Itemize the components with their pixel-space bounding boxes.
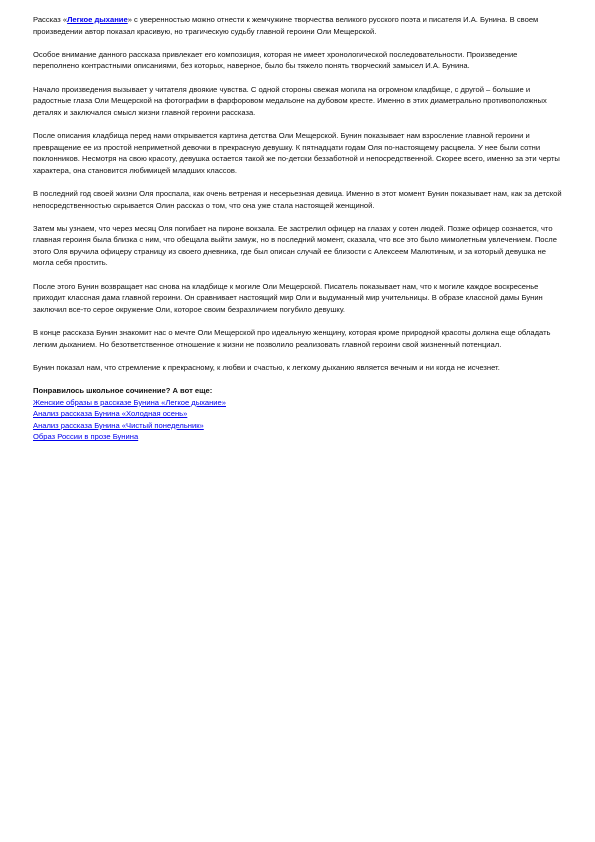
- paragraph-conclusion: Бунин показал нам, что стремление к прекрасному, к любви и счастью, к легкому дыханию является вечным и ни когда не исчезнет.: [33, 362, 500, 372]
- list-item: [33, 408, 565, 420]
- more-essays-section: [33, 385, 565, 443]
- intro-text-before: Рассказ «: [33, 15, 68, 24]
- list-item: [33, 431, 565, 443]
- paragraph-cemetery: После этого Бунин возвращает нас снова на кладбище к могиле Оли Мещерской. Писатель показывает нам, что к могиле каждое воскресенье приходит классная дама главной героини. Он сравнивает настоящий мир Оли и выдуманный мир учительницы. В образе классной дамы Бунин заключил все-то серое окружение Оли, которое своим безразличием погубило девушку.: [33, 281, 543, 314]
- legkoe-dykhanie-link[interactable]: Легкое дыхание: [67, 15, 128, 24]
- intro-text-after: » с уверенностью можно отнести к жемчужине творчества великого русского поэта и писателя И.А. Бунина. В своем произведении автор показал красивую, но трагическую судьбу главной героини Оли Мещерской.: [33, 15, 539, 36]
- essay-link-clean-monday[interactable]: Анализ рассказа Бунина «Чистый понедельник»: [33, 420, 204, 430]
- list-item: [33, 397, 565, 409]
- more-essays-list: [33, 397, 565, 443]
- document-page: [33, 14, 565, 443]
- paragraph-composition: Особое внимание данного рассказа привлекает его композиция, которая не имеет хронологической последовательности. Произведение переполнено контрастными описаниями, без которых, наверное, было бы тяжело понять творческий замысел И.А. Бунина.: [33, 49, 518, 71]
- essay-link-female-images[interactable]: Женские образы в рассказе Бунина «Легкое дыхание»: [33, 397, 226, 407]
- intro-paragraph: [33, 14, 565, 37]
- paragraph-death: Затем мы узнаем, что через месяц Оля погибает на пироне вокзала. Ее застрелил офицер на глазах у сотен людей. Позже офицер сознается, что главная героиня была близка с ним, что обещала выйти замуж, но в последний момент, сказала, что все это было мимолетным увлечением. После этого Оля вручила офицеру страницу из своего дневника, где был описан случай ее близости с Алексеем Малютиным, и за который девушка не могла себя простить.: [33, 223, 557, 268]
- essay-link-russia-image[interactable]: Образ России в прозе Бунина: [33, 432, 139, 442]
- paragraph-childhood: После описания кладбища перед нами открывается картина детства Оли Мещерской. Бунин показывает нам взросление главной героини и превращение ее из простой неприметной девочки в прекрасную девушку. К пятнадцати годам Оля по-настоящему расцвела. У нее были сотни поклонников. Несмотря на свою красоту, девушка остается такой же по-детски беззаботной и непосредственной. Скорее всего, именно за эти черты характера, она становится любимицей младших классов.: [33, 130, 560, 175]
- list-item: [33, 420, 565, 432]
- essay-link-cold-autumn[interactable]: Анализ рассказа Бунина «Холодная осень»: [33, 409, 188, 419]
- more-essays-heading: Понравилось школьное сочинение? А вот еще:: [33, 386, 213, 395]
- paragraph-beginning: Начало произведения вызывает у читателя двоякие чувства. С одной стороны свежая могила на огромном кладбище, с другой – большие и радостные глаза Оли Мещерской на фотографии в фарфоровом медальоне на дубовом кресте. Именно в этих диаметрально противоположных деталях и заключался смысл жизни главной героини рассказа.: [33, 84, 547, 117]
- paragraph-ending: В конце рассказа Бунин знакомит нас о мечте Оли Мещерской про идеальную женщину, которая кроме природной красоты должна еще обладать легким дыханием. Но безответственное отношение к жизни не позволило реализовать главной героини свой жизненный потенциал.: [33, 328, 551, 349]
- paragraph-last-year: В последний год своей жизни Оля проспала, как очень ветреная и несерьезная девица. Именно в этот момент Бунин показывает нам, как за детской непосредственностью скрывается Олин рассказ о том, что она уже стала настоящей женщиной.: [33, 188, 562, 210]
